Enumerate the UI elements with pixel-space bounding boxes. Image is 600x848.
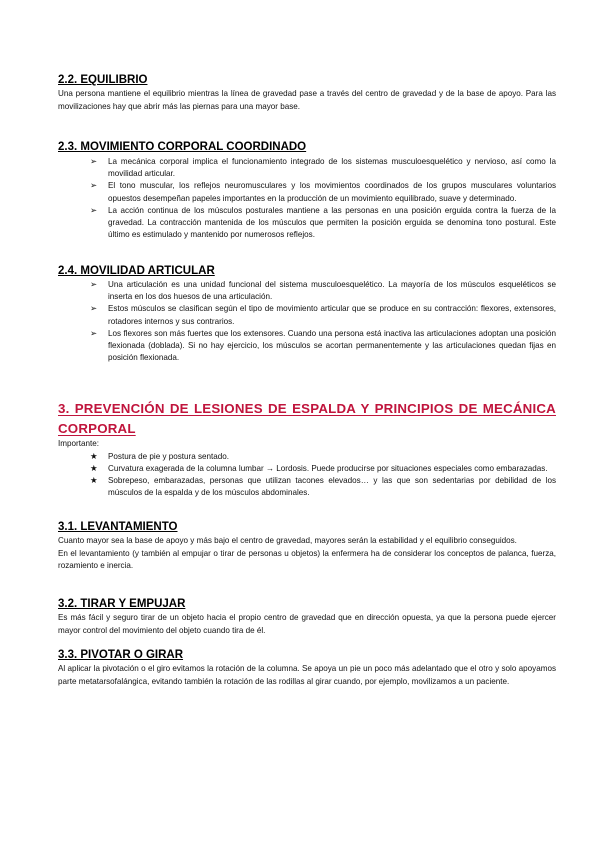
section-heading: 2.4. MOVILIDAD ARTICULAR	[58, 265, 215, 277]
section-heading: 2.2. EQUILIBRIO	[58, 74, 148, 86]
paragraph: En el levantamiento (y también al empujar o tirar de personas u objetos) la enfermera ha de considerar los conceptos de palanca, fuerza, rozamiento e inercia.	[58, 548, 556, 571]
section-heading: 3.2. TIRAR Y EMPUJAR	[58, 598, 186, 610]
list-item: ➢ La mecánica corporal implica el funcionamiento integrado de los sistemas musculoesquelético y nervioso, así como la movilidad articular.	[90, 157, 556, 179]
list-item: ➢ Estos músculos se clasifican según el tipo de movimiento articular que se produce en su contracción: flexores, extensores, rotadores internos y sus contrarios.	[90, 304, 556, 326]
arrow-bullet-icon: ➢	[90, 304, 98, 315]
list-item: ★ Curvatura exagerada de la columna lumbar → Lordosis. Puede producirse por situaciones especiales como embarazadas.	[90, 463, 548, 474]
section-equilibrio	[58, 73, 556, 113]
arrow-bullet-icon: ➢	[90, 205, 98, 216]
list-item: ➢ Los flexores son más fuertes que los extensores. Cuando una persona está inactiva las articulaciones adoptan una posición flexionada (doblada). Si no hay ejercicio, los músculos se acortan permanentemente y las articulaciones quedan fijas en posición flexionada.	[90, 328, 556, 363]
list-item: ➢ El tono muscular, los reflejos neuromusculares y los movimientos coordinados de los grupos musculares voluntarios opuestos desempeñan papeles importantes en la producción de un movimiento equilibrado, suave y determinado.	[90, 181, 556, 203]
arrow-bullet-icon: ➢	[90, 181, 98, 192]
section-tirar-empujar	[58, 597, 556, 637]
star-bullet-icon: ★	[90, 463, 98, 474]
list-item: ★ Sobrepeso, embarazadas, personas que utilizan tacones elevados… y las que son sedentarias por debilidad de los músculos de la espalda y de los músculos abdominales.	[90, 476, 556, 498]
arrow-bullet-icon: ➢	[90, 280, 98, 290]
section-pivotar-girar	[58, 648, 556, 688]
star-bullet-icon: ★	[90, 476, 98, 486]
paragraph: Es más fácil y seguro tirar de un objeto hacia el propio centro de gravedad que en dirección opuesta, ya que la persona puede ejercer mayor control del movimiento del objeto cuando tira de él.	[58, 613, 556, 635]
section-levantamiento	[58, 520, 556, 573]
section-heading: 3.3. PIVOTAR O GIRAR	[58, 649, 184, 661]
intro-label: Importante:	[58, 439, 99, 448]
bullet-list	[58, 156, 556, 241]
list-item: ➢ Una articulación es una unidad funcional del sistema musculoesquelético. La mayoría de los músculos esqueléticos se inserta en los dos huesos de una articulación.	[90, 280, 556, 302]
star-list	[58, 451, 556, 500]
list-item: ★ Postura de pie y postura sentado.	[90, 451, 230, 462]
section-heading: 2.3. MOVIMIENTO CORPORAL COORDINADO	[58, 141, 307, 153]
star-bullet-icon: ★	[90, 451, 98, 462]
section-movimiento-corporal	[58, 140, 556, 241]
arrow-bullet-icon: ➢	[90, 157, 98, 167]
section-heading: 3.1. LEVANTAMIENTO	[58, 521, 178, 533]
bullet-list	[58, 279, 556, 364]
paragraph: Cuanto mayor sea la base de apoyo y más bajo el centro de gravedad, mayores serán la estabilidad y el equilibrio conseguidos.	[58, 536, 517, 545]
arrow-bullet-icon: ➢	[90, 328, 98, 339]
section-movilidad-articular	[58, 264, 556, 364]
paragraph: Al aplicar la pivotación o el giro evitamos la rotación de la columna. Se apoya un pie un poco más adelantado que el otro y solo apoyamos parte metatarsofalángica, evitando también la rotación de las rodillas al girar cuando, por ejemplo, movilizamos a un paciente.	[58, 664, 556, 686]
chapter-heading: 3. PREVENCIÓN DE LESIONES DE ESPALDA Y PRINCIPIOS DE MECÁNICA CORPORAL	[58, 401, 556, 436]
paragraph: Una persona mantiene el equilibrio mientras la línea de gravedad pase a través del centro de gravedad y de la base de apoyo. Para las movilizaciones hay que abrir más las piernas para una mayor base.	[58, 89, 556, 111]
list-item: ➢ La acción continua de los músculos posturales mantiene a las personas en una posición erguida contra la fuerza de la gravedad. La contracción mantenida de los músculos que permiten la posición erguida se denomina tono postural. Este último es estimulado y mantenido por numerosos reflejos.	[90, 205, 556, 240]
section-prevencion-lesiones	[58, 399, 556, 499]
